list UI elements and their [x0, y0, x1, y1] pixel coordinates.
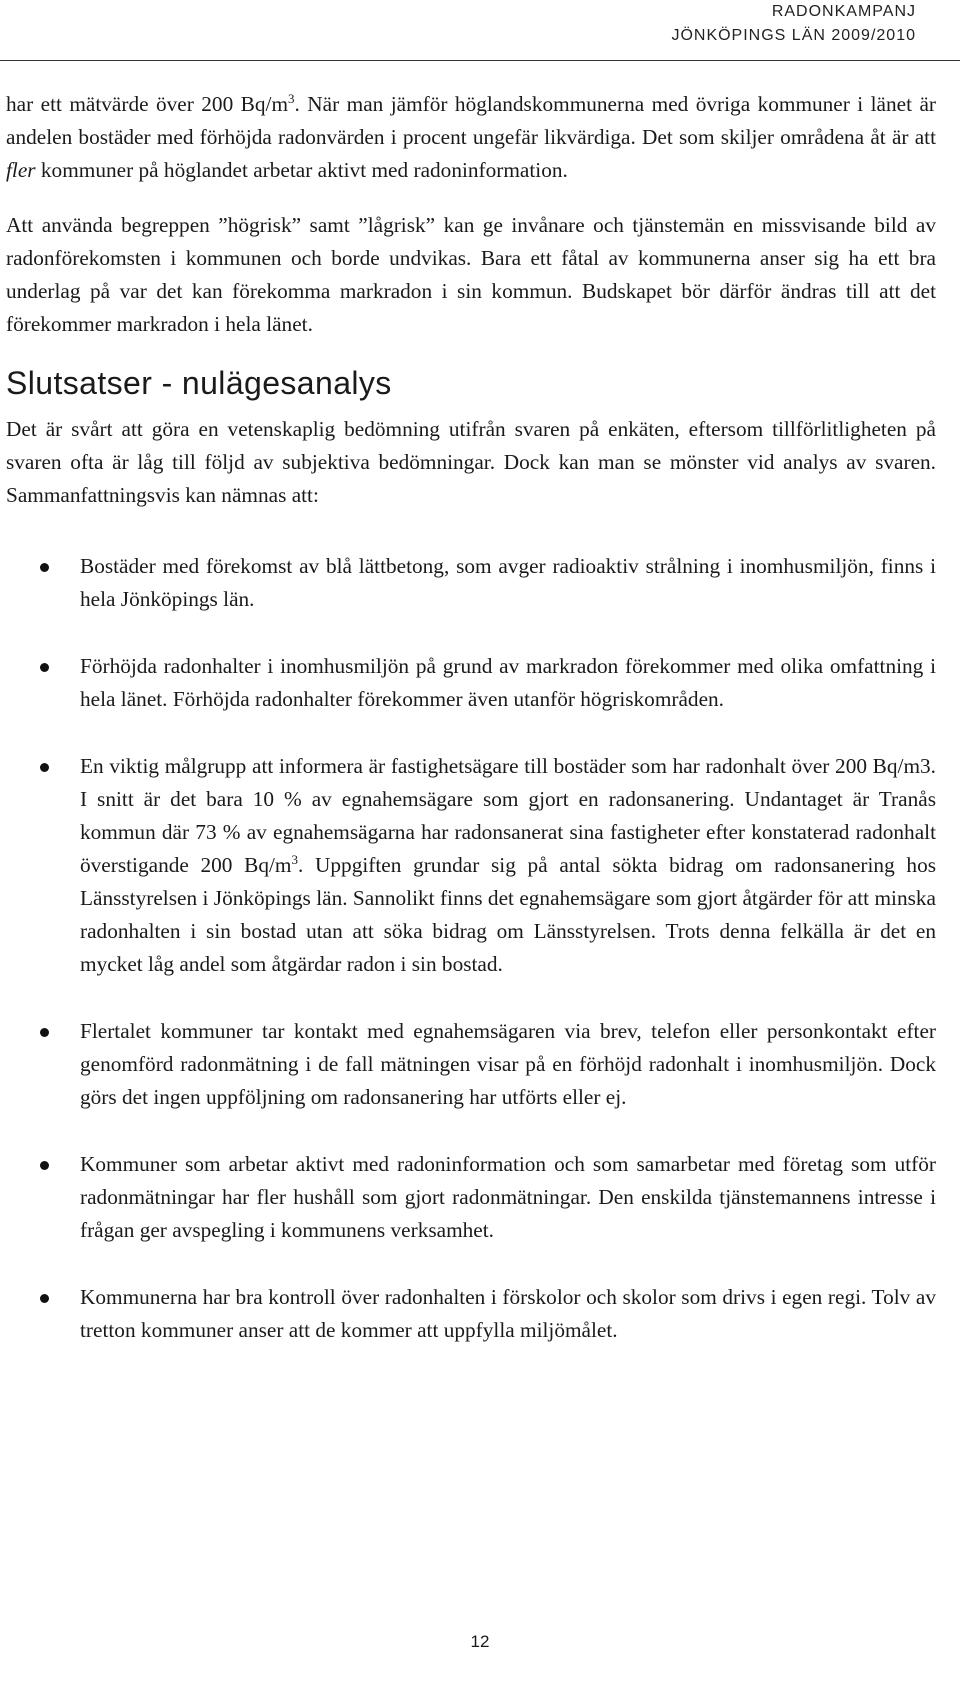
intro-emphasis: fler [6, 158, 36, 182]
list-item-text: En viktig målgrupp att informera är fastighetsägare till bostäder som har radonhalt över 200 Bq/m3. I snitt är det bara 10 % av egnahemsägare som gjort en radonsanering. Undantaget är Tranås kommun där 73 % av egnahemsägarna har radonsanerat sina fastigheter efter konstaterad radonhalt överstigande 200 Bq/m [80, 754, 936, 877]
page-header [671, 0, 916, 48]
intro-text-3: kommuner på höglandet arbetar aktivt med radoninformation. [35, 158, 568, 182]
list-item-text: Flertalet kommuner tar kontakt med egnahemsägaren via brev, telefon eller personkontakt efter genomförd radonmätning i de fall mätningen visar på en förhöjd radonhalt i inomhusmiljön. Dock görs det ingen uppföljning om radonsanering har utförts eller ej. [80, 1019, 936, 1109]
list-item [6, 1148, 936, 1247]
conclusions-list [6, 550, 936, 1347]
intro-text-2: . När man jämför höglandskommunerna med övriga kommuner i länet är andelen bostäder med förhöjda radonvärden i procent ungefär likvärdiga. Det som skiljer områdena åt är att [6, 92, 937, 149]
bullet-icon [40, 563, 49, 572]
intro-superscript: 3 [288, 90, 295, 106]
bullet-icon [40, 763, 49, 772]
section-intro: Det är svårt att göra en vetenskaplig bedömning utifrån svaren på enkäten, eftersom tillförlitligheten på svaren ofta är låg till följd av subjektiva bedömningar. Dock kan man se mönster vid analys av svaren. Sammanfattningsvis kan nämnas att: [6, 417, 936, 507]
list-item [6, 650, 936, 716]
list-item-text: . Uppgiften grundar sig på antal sökta bidrag om radonsanering hos Länsstyrelsen i Jönköpings län. Sannolikt finns det egnahemsägare som gjort åtgärder för att minska radonhalten i sin bostad utan att söka bidrag om Länsstyrelsen. Trots denna felkälla är det en mycket låg andel som åtgärdar radon i sin bostad. [80, 853, 936, 976]
intro-paragraph [6, 88, 936, 187]
intro-text-1: har ett mätvärde över 200 Bq/m [6, 92, 289, 116]
header-divider [0, 60, 960, 61]
header-subtitle: JÖNKÖPINGS LÄN 2009/2010 [671, 27, 916, 44]
paragraph-risk-terms: Att använda begreppen ”högrisk” samt ”lågrisk” kan ge invånare och tjänstemän en missvisande bild av radonförekomsten i kommunen och borde undvikas. Bara ett fåtal av kommunerna anser sig ha ett bra underlag på var det kan förekomma markradon i sin kommun. Budskapet bör därför ändras till att det förekommer markradon i hela länet. [6, 213, 936, 336]
bullet-icon [40, 1294, 49, 1303]
bullet-icon [40, 1161, 49, 1170]
list-item-text: Bostäder med förekomst av blå lättbetong, som avger radioaktiv strålning i inomhusmiljön, finns i hela Jönköpings län. [80, 554, 936, 611]
list-item [6, 1281, 936, 1347]
list-item-text: Kommuner som arbetar aktivt med radoninformation och som samarbetar med företag som utför radonmätningar har fler hushåll som gjort radonmätningar. Den enskilda tjänstemannens intresse i frågan ger avspegling i kommunens verksamhet. [80, 1152, 936, 1242]
list-item-text: Förhöjda radonhalter i inomhusmiljön på grund av markradon förekommer med olika omfattning i hela länet. Förhöjda radonhalter förekommer även utanför högriskområden. [80, 654, 936, 711]
bullet-icon [40, 663, 49, 672]
section-heading: Slutsatser - nulägesanalys [6, 365, 392, 401]
page-number: 12 [470, 1632, 490, 1651]
list-item-superscript: 3 [291, 851, 298, 867]
page-content [6, 88, 936, 1381]
list-item [6, 1015, 936, 1114]
list-item-text: Kommunerna har bra kontroll över radonhalten i förskolor och skolor som drivs i egen regi. Tolv av tretton kommuner anser att de kommer att uppfylla miljömålet. [80, 1285, 936, 1342]
list-item [6, 550, 936, 616]
header-title: RADONKAMPANJ [771, 3, 916, 20]
bullet-icon [40, 1028, 49, 1037]
list-item [6, 750, 936, 981]
